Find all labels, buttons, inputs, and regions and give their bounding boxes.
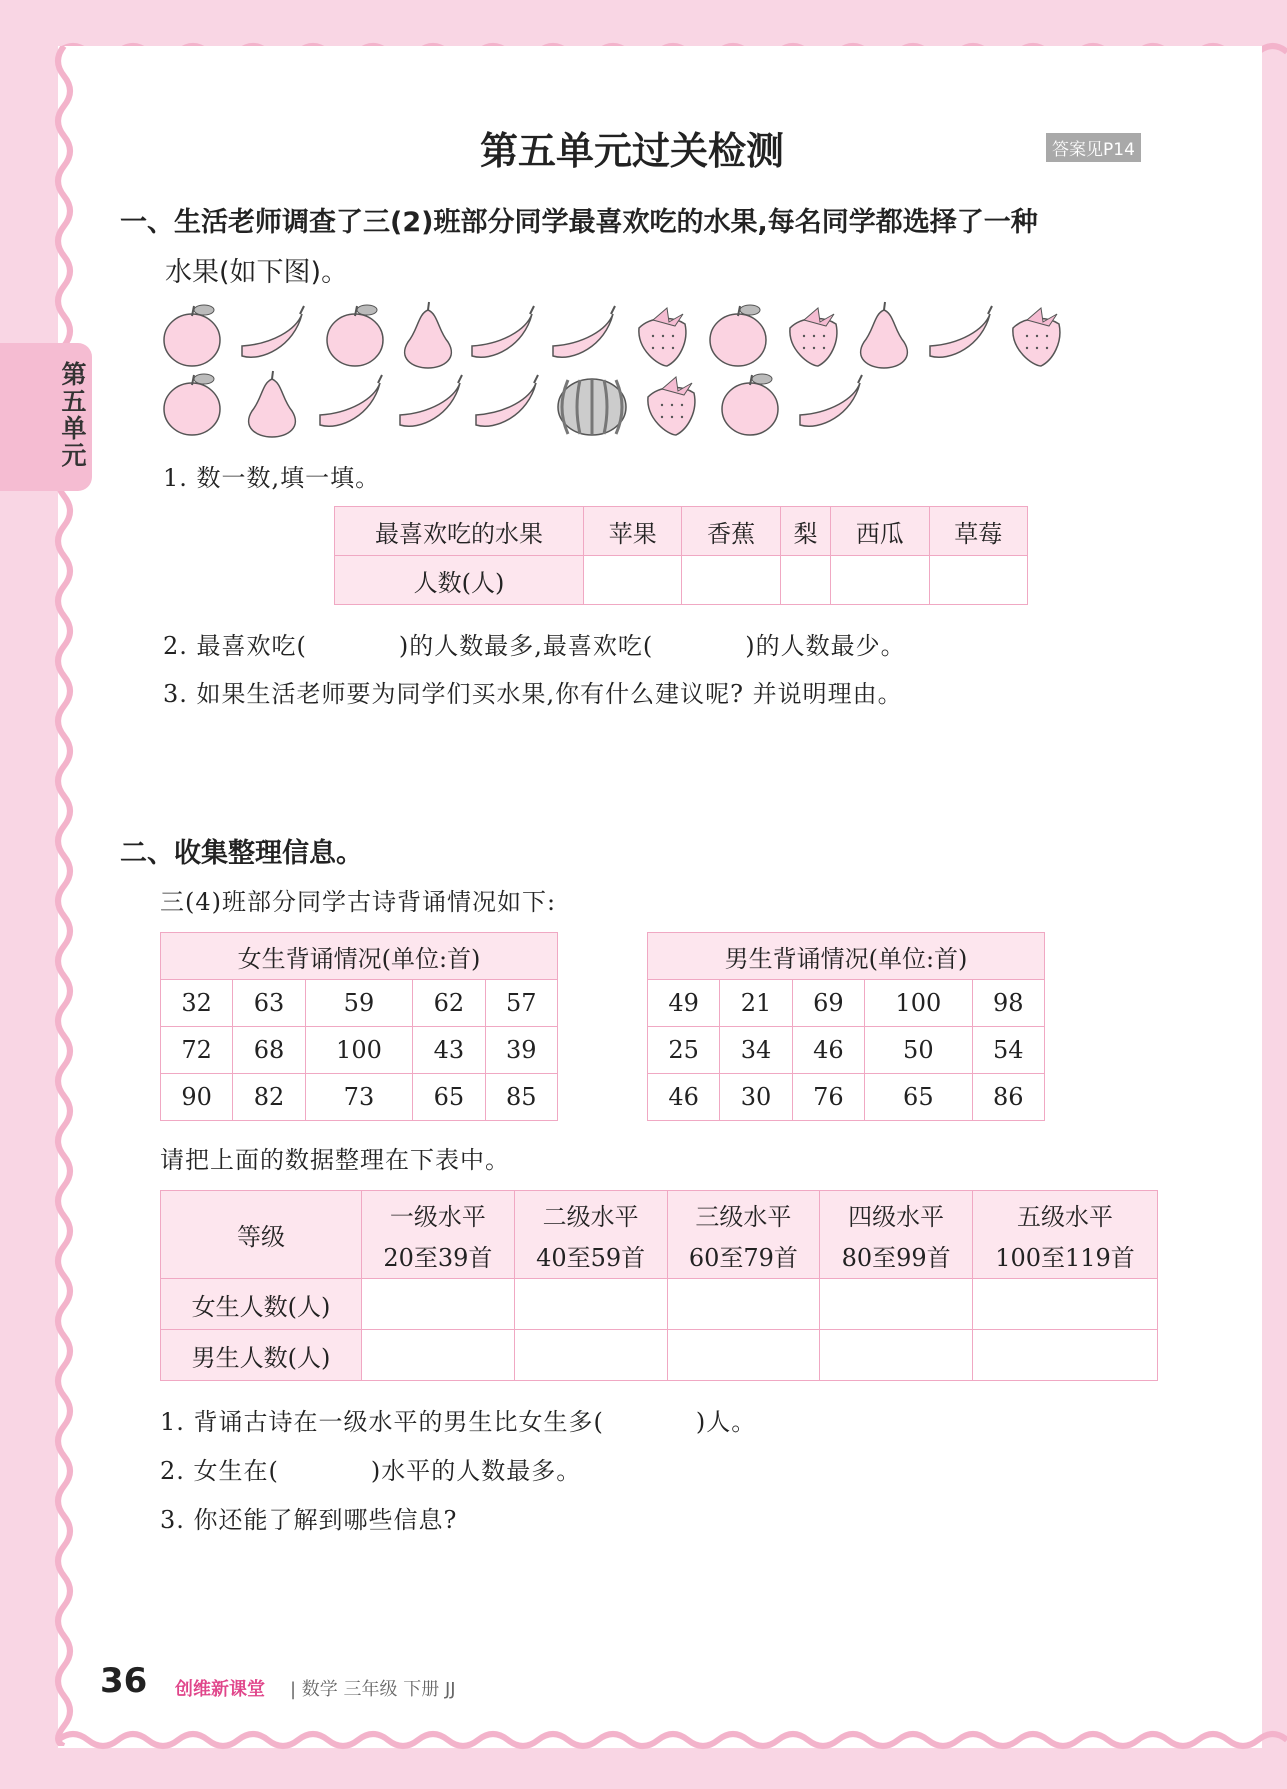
fruit-count-answer-cell[interactable] [831,556,929,605]
strawberry-icon [790,308,837,366]
section1-heading-line2: 水果(如下图)。 [165,257,349,288]
strawberry-icon [1013,308,1060,366]
girls-table-cell: 63 [233,980,305,1027]
boys-table-cell: 21 [720,980,792,1027]
section1-q2-part-b: )的人数最多,最喜欢吃( [398,632,654,660]
girls-table-cell: 73 [305,1074,412,1121]
section1-q2 [163,626,906,661]
section2-q2-part-a: 2. 女生在( [160,1457,279,1485]
wavy-border-left [46,46,80,1746]
section1-q2-part-c: )的人数最少。 [745,632,906,660]
boys-level-answer-cell[interactable] [973,1330,1158,1381]
fruit-count-answer-cell[interactable] [584,556,682,605]
level-header-cell [820,1191,973,1279]
level-name: 一级水平 [389,1202,486,1231]
unit-side-tab [0,343,92,491]
strawberry-icon [639,308,686,366]
section2-intro: 三(4)班部分同学古诗背诵情况如下: [160,888,557,916]
section1-heading-line1: 一、生活老师调查了三(2)班部分同学最喜欢吃的水果,每名同学都选择了一种 [120,207,1038,238]
boys-table-cell: 76 [792,1074,864,1121]
boys-recitation-table [647,932,1045,1121]
fruit-table-header-cell: 香蕉 [682,507,780,556]
boys-table-cell: 46 [648,1074,720,1121]
apple-icon [164,305,220,366]
boys-level-answer-cell[interactable] [667,1330,820,1381]
section2-q2-part-b: )水平的人数最多。 [370,1457,582,1485]
girls-level-answer-cell[interactable] [667,1279,820,1330]
fruit-table-header-cell: 最喜欢吃的水果 [335,507,584,556]
boys-table-cell: 30 [720,1074,792,1121]
fruit-row-2 [164,371,862,437]
level-name: 四级水平 [848,1202,945,1231]
girls-level-answer-cell[interactable] [820,1279,973,1330]
fruit-count-answer-cell[interactable] [929,556,1027,605]
fruit-table-header-cell: 西瓜 [831,507,929,556]
fruit-illustration [160,300,1080,440]
girls-table-cell: 43 [413,1027,485,1074]
level-range: 80至99首 [841,1243,951,1272]
section2-heading: 二、收集整理信息。 [120,838,363,869]
girls-level-answer-cell[interactable] [514,1279,667,1330]
section2-q1 [160,1402,756,1437]
section2-q1-part-b: )人。 [695,1408,757,1436]
girls-table-cell: 100 [305,1027,412,1074]
unit-side-tab-label: 第五单元 [58,361,87,469]
apple-icon [722,374,778,435]
girls-level-answer-cell[interactable] [362,1279,515,1330]
boys-table-cell: 86 [972,1074,1044,1121]
banana-icon [472,306,534,357]
level-name: 五级水平 [1017,1202,1113,1231]
page-title: 第五单元过关检测 [480,129,785,173]
girls-table-title: 女生背诵情况(单位:首) [161,933,558,980]
wavy-border-bottom [58,1722,1287,1756]
girls-table-cell: 32 [161,980,233,1027]
girls-level-answer-cell[interactable] [973,1279,1158,1330]
fruit-count-answer-cell[interactable] [682,556,780,605]
strawberry-icon [648,377,695,435]
boys-table-cell: 69 [792,980,864,1027]
banana-icon [800,375,862,426]
pear-icon [405,302,452,368]
level-header-cell [667,1191,820,1279]
pear-icon [861,302,908,368]
girls-table-cell: 65 [413,1074,485,1121]
apple-icon [164,374,220,435]
fruit-table-header-cell: 苹果 [584,507,682,556]
apple-icon [327,305,383,366]
banana-icon [930,306,992,357]
fruit-table-row-label: 人数(人) [335,556,584,605]
boys-level-answer-cell[interactable] [514,1330,667,1381]
section1-q2-part-a: 2. 最喜欢吃( [163,632,307,660]
level-summary-table [160,1190,1158,1381]
girls-table-cell: 72 [161,1027,233,1074]
fruit-count-answer-cell[interactable] [780,556,830,605]
section1-q3: 3. 如果生活老师要为同学们买水果,你有什么建议呢? 并说明理由。 [163,680,903,708]
girls-table-cell: 62 [413,980,485,1027]
fruit-row-1 [164,302,1060,368]
watermelon-icon [558,379,626,435]
boys-table-cell: 34 [720,1027,792,1074]
girls-table-cell: 68 [233,1027,305,1074]
section2-q2 [160,1451,581,1486]
fruit-count-table [334,506,1028,605]
section1-q1: 1. 数一数,填一填。 [163,464,381,492]
boys-table-cell: 46 [792,1027,864,1074]
level-header-cell [514,1191,667,1279]
apple-icon [710,305,766,366]
banana-icon [400,375,462,426]
answer-reference-badge: 答案见P14 [1046,133,1141,162]
level-range: 60至79首 [688,1243,798,1272]
page-number: 36 [100,1661,148,1701]
girls-table-cell: 82 [233,1074,305,1121]
girls-table-cell: 59 [305,980,412,1027]
banana-icon [242,306,304,357]
banana-icon [320,375,382,426]
footer-book-details: | 数学 三年级 下册 JJ [290,1679,456,1700]
level-table-corner: 等级 [161,1191,362,1279]
girls-table-cell: 85 [485,1074,557,1121]
fruit-table-header-cell: 草莓 [929,507,1027,556]
pear-icon [249,371,296,437]
banana-icon [476,375,538,426]
boys-table-cell: 98 [972,980,1044,1027]
section2-q1-part-a: 1. 背诵古诗在一级水平的男生比女生多( [160,1408,604,1436]
boys-table-cell: 50 [865,1027,972,1074]
boys-table-title: 男生背诵情况(单位:首) [648,933,1045,980]
fruit-table-header-cell: 梨 [780,507,830,556]
boys-table-cell: 25 [648,1027,720,1074]
boys-level-answer-cell[interactable] [820,1330,973,1381]
section2-q3: 3. 你还能了解到哪些信息? [160,1506,458,1534]
level-range: 40至59首 [536,1243,646,1272]
banana-icon [553,306,615,357]
level-range: 20至39首 [383,1243,493,1272]
girls-table-cell: 57 [485,980,557,1027]
level-header-cell [362,1191,515,1279]
boys-table-cell: 54 [972,1027,1044,1074]
level-name: 二级水平 [542,1202,639,1231]
boys-table-cell: 65 [865,1074,972,1121]
girls-table-cell: 90 [161,1074,233,1121]
level-row-label-girls: 女生人数(人) [161,1279,362,1330]
boys-table-cell: 49 [648,980,720,1027]
boys-table-cell: 100 [865,980,972,1027]
girls-table-cell: 39 [485,1027,557,1074]
girls-recitation-table [160,932,558,1121]
boys-level-answer-cell[interactable] [362,1330,515,1381]
footer-brand: 创维新课堂 [175,1679,265,1700]
level-header-cell [973,1191,1158,1279]
level-row-label-boys: 男生人数(人) [161,1330,362,1381]
section2-instruction: 请把上面的数据整理在下表中。 [160,1146,510,1174]
level-range: 100至119首 [995,1243,1135,1272]
level-name: 三级水平 [695,1202,792,1231]
